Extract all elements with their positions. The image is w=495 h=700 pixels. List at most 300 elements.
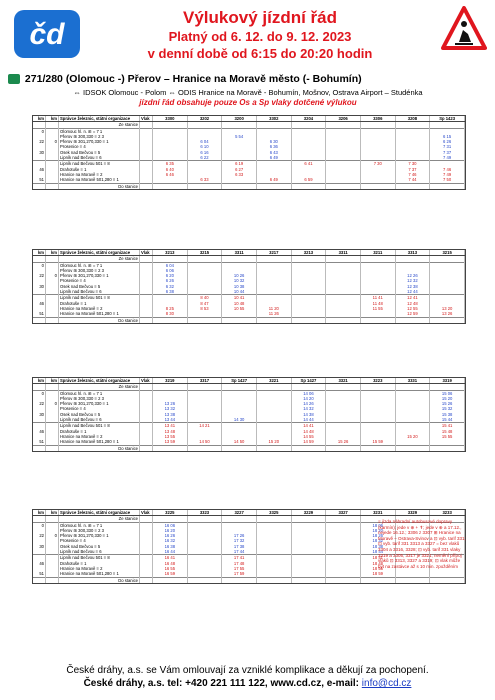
time-cell: 6 36 — [256, 144, 291, 149]
to-label: Do stanice — [59, 577, 140, 583]
time-cell: 15 32 — [430, 406, 465, 411]
time-cell: 6 43 — [256, 150, 291, 155]
station-name: Prosenice ≡ 4 — [59, 406, 140, 411]
time-cell: 10 32 — [222, 278, 257, 283]
train-number: 3217 — [256, 250, 291, 256]
time-cell: 6 06 — [153, 268, 188, 273]
time-cell: 11 26 — [256, 311, 291, 317]
time-cell: 14 44 — [291, 417, 326, 423]
time-cell: 13 59 — [153, 439, 188, 445]
time-cell — [153, 577, 188, 583]
station-name: Lipník nad Bečvou ≡ 6 — [59, 155, 140, 161]
time-cell: 16 59 — [153, 571, 188, 577]
train-number: 3231 — [360, 510, 395, 516]
time-cell: 13 26 — [153, 401, 188, 406]
time-cell: 6 41 — [291, 161, 326, 167]
time-cell: 18 59 — [360, 571, 395, 577]
empty-cell — [140, 183, 153, 189]
train-number: 3321 — [326, 378, 361, 384]
time-cell: 7 44 — [395, 177, 430, 183]
svg-text:čd: čd — [29, 18, 65, 51]
station-name: Lipník nad Bečvou 501 ≡ 8 — [59, 161, 140, 167]
time-cell: 16 26 — [153, 533, 188, 538]
time-cell: 17 44 — [222, 549, 257, 555]
time-cell: 15 55 — [430, 434, 465, 439]
time-cell — [187, 183, 222, 189]
time-cell: 15 41 — [430, 423, 465, 429]
time-cell: 13 20 — [430, 306, 465, 311]
time-cell: 6 27 — [222, 167, 257, 172]
time-cell — [360, 183, 395, 189]
footer-contact — [0, 677, 495, 690]
time-cell: 6 59 — [291, 177, 326, 183]
time-cell: 6 10 — [187, 144, 222, 149]
km-cell — [33, 183, 46, 189]
time-cell: 17 48 — [222, 561, 257, 566]
station-name: Prosenice ≡ 4 — [59, 278, 140, 283]
train-number: 3202 — [187, 116, 222, 122]
time-cell: 6 15 — [430, 134, 465, 139]
time-cell — [360, 577, 395, 583]
time-cell — [222, 577, 257, 583]
to-label: Do stanice — [59, 183, 140, 189]
from-label: Ze stanice — [59, 256, 140, 262]
time-cell: 15 48 — [430, 429, 465, 434]
station-name: Lipník nad Bečvou 501 ≡ 8 — [59, 555, 140, 561]
to-row — [33, 445, 465, 451]
time-cell: 14 50 — [187, 439, 222, 445]
time-cell: 16 44 — [153, 549, 188, 555]
km-cell: 0 — [33, 262, 46, 268]
footer-apology: České dráhy, a.s. se Vám omlouvají za vzniklé komplikace a děkují za pochopení. — [66, 665, 429, 676]
time-cell: 6 22 — [187, 155, 222, 161]
time-cell: 14 50 — [222, 439, 257, 445]
time-cell: 18 41 — [360, 555, 395, 561]
time-cell — [187, 445, 222, 451]
time-cell: 15 38 — [430, 412, 465, 417]
time-cell: 13 26 — [430, 311, 465, 317]
km-cell — [46, 317, 59, 323]
train-number: 3223 — [360, 378, 395, 384]
km-cell: 51 — [33, 439, 46, 445]
station-name: Drahotuše ≡ 1 — [59, 167, 140, 172]
station-name: Lipník nad Bečvou ≡ 6 — [59, 417, 140, 423]
km-cell: 0 — [46, 139, 59, 144]
station-name: Hranice na Moravě ≡ 2 — [59, 434, 140, 439]
time-cell: 6 30 — [256, 139, 291, 144]
time-cell: 7 49 — [430, 172, 465, 177]
train-number: 3225 — [153, 510, 188, 516]
time-cell: 14 26 — [291, 401, 326, 406]
time-cell: 15 20 — [256, 439, 291, 445]
time-cell: 16 20 — [153, 528, 188, 533]
km-cell: 46 — [33, 167, 46, 172]
train-number: 3313 — [395, 250, 430, 256]
train-number: 3208 — [395, 116, 430, 122]
train-icon — [8, 74, 20, 84]
time-cell: 13 55 — [153, 434, 188, 439]
time-cell: 12 26 — [395, 273, 430, 278]
route-heading — [8, 73, 488, 85]
station-name: Přerov ⊞ 300,330 ≡ 2 3 — [59, 268, 140, 273]
footer-contact-text: České dráhy, a.s. tel: +420 221 111 122, www.cd.cz, e-mail: — [83, 678, 362, 689]
to-row — [33, 577, 465, 583]
time-cell: 8 30 — [153, 311, 188, 317]
train-number: 3317 — [187, 378, 222, 384]
from-label: Ze stanice — [59, 122, 140, 128]
train-number: 3213 — [153, 250, 188, 256]
time-cell: 13 41 — [153, 423, 188, 429]
time-cell: 14 30 — [222, 417, 257, 423]
route-note: jízdní řád obsahuje pouze Os a Sp vlaky dotčené výlukou — [139, 98, 357, 107]
train-number: 3215 — [430, 250, 465, 256]
time-cell: 14 20 — [291, 396, 326, 401]
time-cell: 6 35 — [153, 161, 188, 167]
km-cell: 0 — [33, 128, 46, 134]
km-cell — [46, 577, 59, 583]
km-cell: 30 — [33, 544, 46, 549]
time-cell — [291, 183, 326, 189]
km-cell — [46, 183, 59, 189]
km-header: km — [33, 116, 46, 122]
station-header: Správce železnic, státní organizace — [59, 250, 140, 256]
time-cell: 6 40 — [153, 167, 188, 172]
time-cell: 15 06 — [430, 390, 465, 396]
time-cell: 10 55 — [222, 306, 257, 311]
time-cell: 14 21 — [187, 423, 222, 429]
train-number: 3206 — [326, 116, 361, 122]
km-cell: 51 — [33, 177, 46, 183]
time-cell: 17 26 — [222, 533, 257, 538]
time-cell: 18 44 — [360, 549, 395, 555]
time-cell: 7 30 — [360, 161, 395, 167]
train-number: 3311 — [326, 250, 361, 256]
km-header: km — [33, 378, 46, 384]
km-cell: 51 — [33, 571, 46, 577]
km-cell — [33, 317, 46, 323]
km-cell: 22 — [33, 139, 46, 144]
train-number: 3221 — [256, 378, 291, 384]
time-cell — [395, 317, 430, 323]
time-cell — [256, 317, 291, 323]
station-name: Přerov ⊞ 301,270,330 ≡ 1 — [59, 533, 140, 538]
footer — [0, 664, 495, 690]
station-name: Olomouc hl. n. ⊞ = 7 1 — [59, 128, 140, 134]
train-header: Vlak — [140, 510, 153, 516]
train-number: Sp 1427 — [291, 378, 326, 384]
time-cell: 15 26 — [430, 401, 465, 406]
station-name: Olomouc hl. n. ⊞ = 7 1 — [59, 390, 140, 396]
km-cell: 22 — [33, 533, 46, 538]
time-cell — [395, 577, 430, 583]
station-name: Lipník nad Bečvou ≡ 6 — [59, 549, 140, 555]
time-cell: 13 32 — [153, 406, 188, 411]
time-cell: 13 38 — [153, 412, 188, 417]
time-cell: 14 55 — [291, 434, 326, 439]
train-header: Vlak — [140, 116, 153, 122]
train-number: 3200 — [222, 116, 257, 122]
time-cell — [187, 577, 222, 583]
time-cell: 10 41 — [222, 295, 257, 301]
km-cell: 0 — [46, 273, 59, 278]
time-cell: 12 48 — [395, 301, 430, 306]
time-cell — [326, 577, 361, 583]
train-number: 3302 — [256, 116, 291, 122]
station-name: Osek nad Bečvou ≡ 5 — [59, 284, 140, 289]
time-cell: 12 41 — [395, 295, 430, 301]
km-cell — [46, 445, 59, 451]
time-cell: 8 53 — [187, 306, 222, 311]
time-cell: 7 31 — [430, 144, 465, 149]
time-cell — [291, 577, 326, 583]
time-cell: 6 20 — [153, 273, 188, 278]
empty-cell — [140, 445, 153, 451]
page-title: Výlukový jízdní řád — [183, 8, 337, 27]
time-cell: 7 37 — [395, 167, 430, 172]
time-cell — [326, 317, 361, 323]
time-window-text: v denní době od 6:15 do 20:20 hodin — [147, 46, 373, 61]
station-name: Lipník nad Bečvou 501 ≡ 8 — [59, 423, 140, 429]
time-cell: 7 30 — [395, 161, 430, 167]
station-name: Hranice na Moravě ≡ 2 — [59, 172, 140, 177]
time-cell: 14 32 — [291, 406, 326, 411]
km-header: km — [33, 510, 46, 516]
time-cell — [256, 577, 291, 583]
time-cell: 14 06 — [291, 390, 326, 396]
train-number: Sp 1427 — [222, 378, 257, 384]
station-name: Hranice na Moravě 501,280 ≡ 1 — [59, 571, 140, 577]
route-connections: ⇔ IDSOK Olomouc - Polom ⇔ ODIS Hranice na Moravě - Bohumín, Mošnov, Ostrava Airport – Studénka — [73, 88, 423, 97]
km-cell: 46 — [33, 561, 46, 566]
station-name: Přerov ⊞ 300,330 ≡ 2 3 — [59, 134, 140, 139]
station-name: Přerov ⊞ 300,330 ≡ 2 3 — [59, 528, 140, 533]
station-name: Drahotuše ≡ 1 — [59, 561, 140, 566]
time-cell: 15 59 — [360, 439, 395, 445]
station-name: Prosenice ≡ 4 — [59, 144, 140, 149]
train-number: 3306 — [360, 116, 395, 122]
station-name: Hranice na Moravě 501,280 ≡ 1 — [59, 439, 140, 445]
time-cell: 8 40 — [187, 295, 222, 301]
station-name: Olomouc hl. n. ⊞ = 7 1 — [59, 522, 140, 528]
train-number: 3331 — [395, 378, 430, 384]
train-number: 3319 — [430, 378, 465, 384]
time-cell: 10 26 — [222, 273, 257, 278]
station-name: Lipník nad Bečvou 501 ≡ 8 — [59, 295, 140, 301]
time-cell: 16 38 — [153, 544, 188, 549]
time-cell: 17 38 — [222, 544, 257, 549]
station-name: Drahotuše ≡ 1 — [59, 429, 140, 434]
route-number: 271/280 — [24, 73, 63, 85]
side-note: ≡ jízda náhradní autobusové dopravy (karmín); jede v ⊕ + ✝; jede v ⊕ a 17.12., nejede 16.12.; 3306 z 3307 ⊞ Hranice na Moravě – Ostrava-Svinov a ⊡ vyb. tarif 331; ⊡ vyb. tarif 331 3313 a 3327 = bez vlaků 3304 a 3316, 3328; ⊡ vyb. tarif 331 vlaky 3319 a 3305, 3317 je 3321; nemění přípoj vlaků ⊡ 3313, 3327 a 3319; ⊡ vlak může být na zastávce až s 10 min. zpožděním — [378, 519, 466, 569]
time-cell — [326, 183, 361, 189]
time-cell — [222, 317, 257, 323]
time-cell — [395, 183, 430, 189]
km-header: km — [46, 250, 59, 256]
timetable-table — [33, 378, 465, 451]
km-header: km — [46, 116, 59, 122]
time-cell: 13 48 — [153, 429, 188, 434]
time-cell: 7 50 — [430, 177, 465, 183]
station-name: Drahotuše ≡ 1 — [59, 301, 140, 306]
station-name: Přerov ⊞ 301,270,330 ≡ 1 — [59, 139, 140, 144]
validity-text: Platný od 6. 12. do 9. 12. 2023 — [168, 29, 352, 44]
time-cell — [291, 317, 326, 323]
time-cell: 16 55 — [153, 566, 188, 571]
time-cell: 12 55 — [395, 306, 430, 311]
to-row — [33, 183, 465, 189]
time-cell: 10 48 — [222, 301, 257, 306]
timetable-block — [32, 377, 466, 452]
timetable-table — [33, 116, 465, 189]
time-cell: 5 54 — [222, 134, 257, 139]
km-cell: 30 — [33, 150, 46, 155]
from-label: Ze stanice — [59, 384, 140, 390]
km-cell: 0 — [46, 533, 59, 538]
time-cell: 15 20 — [430, 396, 465, 401]
km-header: km — [46, 378, 59, 384]
time-cell: 10 38 — [222, 284, 257, 289]
time-cell: 15 26 — [326, 439, 361, 445]
train-number: 3219 — [153, 378, 188, 384]
time-cell: 16 48 — [153, 561, 188, 566]
time-cell: 17 59 — [222, 571, 257, 577]
train-number: 3227 — [222, 510, 257, 516]
time-cell — [256, 445, 291, 451]
km-cell: 46 — [33, 429, 46, 434]
station-name: Prosenice ≡ 4 — [59, 538, 140, 543]
time-cell: 11 55 — [360, 306, 395, 311]
empty-cell — [140, 317, 153, 323]
time-cell: 15 20 — [395, 434, 430, 439]
time-cell: 11 20 — [256, 306, 291, 311]
train-number: 3327 — [326, 510, 361, 516]
time-cell: 6 49 — [256, 177, 291, 183]
route-name: (Olomouc -) Přerov – Hranice na Moravě město (- Bohumín) — [65, 73, 362, 85]
empty-cell — [140, 577, 153, 583]
cd-logo — [12, 8, 82, 60]
time-cell: 18 06 — [360, 522, 395, 528]
train-number: 3323 — [187, 510, 222, 516]
station-header: Správce železnic, státní organizace — [59, 378, 140, 384]
train-number: 3211 — [360, 250, 395, 256]
train-number: 3229 — [291, 510, 326, 516]
time-cell — [326, 445, 361, 451]
roadwork-warning-icon — [441, 6, 487, 52]
time-cell: 17 55 — [222, 566, 257, 571]
time-cell: 6 49 — [256, 155, 291, 161]
time-cell: 8 47 — [187, 301, 222, 306]
time-cell: 18 32 — [360, 538, 395, 543]
time-cell — [222, 445, 257, 451]
station-name: Osek nad Bečvou ≡ 5 — [59, 412, 140, 417]
km-cell: 22 — [33, 401, 46, 406]
km-cell — [33, 577, 46, 583]
to-row — [33, 317, 465, 323]
train-number: 3300 — [153, 116, 188, 122]
time-cell: 16 32 — [153, 538, 188, 543]
station-name: Hranice na Moravě 501,280 ≡ 1 — [59, 177, 140, 183]
time-cell: 14 59 — [291, 439, 326, 445]
station-name: Hranice na Moravě 501,280 ≡ 1 — [59, 311, 140, 317]
time-cell: 8 25 — [153, 306, 188, 311]
time-cell — [395, 445, 430, 451]
time-cell: 12 32 — [395, 278, 430, 283]
time-cell — [153, 445, 188, 451]
to-label: Do stanice — [59, 445, 140, 451]
station-header: Správce železnic, státní organizace — [59, 510, 140, 516]
station-name: Olomouc hl. n. ⊞ = 7 1 — [59, 262, 140, 268]
train-header: Vlak — [140, 378, 153, 384]
time-cell: 11 48 — [360, 301, 395, 306]
time-cell: 18 48 — [360, 561, 395, 566]
train-number: Sp 1423 — [430, 116, 465, 122]
time-cell: 18 38 — [360, 544, 395, 549]
km-cell: 0 — [46, 401, 59, 406]
station-name: Přerov ⊞ 300,330 ≡ 2 3 — [59, 396, 140, 401]
time-cell — [187, 317, 222, 323]
station-name: Osek nad Bečvou ≡ 5 — [59, 544, 140, 549]
timetable-block — [32, 249, 466, 324]
train-number: 3311 — [222, 250, 257, 256]
time-cell: 6 26 — [153, 278, 188, 283]
time-cell: 7 46 — [430, 167, 465, 172]
time-cell — [430, 577, 465, 583]
train-header: Vlak — [140, 250, 153, 256]
km-cell — [33, 445, 46, 451]
time-cell: 6 32 — [153, 284, 188, 289]
time-cell: 6 04 — [153, 262, 188, 268]
to-label: Do stanice — [59, 317, 140, 323]
time-cell: 14 48 — [291, 429, 326, 434]
timetable-block — [32, 115, 466, 190]
station-name: Hranice na Moravě ≡ 2 — [59, 566, 140, 571]
km-cell: 30 — [33, 284, 46, 289]
km-header: km — [33, 250, 46, 256]
title-block — [90, 7, 430, 62]
time-cell — [430, 445, 465, 451]
time-cell: 18 26 — [360, 533, 395, 538]
time-cell: 17 41 — [222, 555, 257, 561]
time-cell: 7 46 — [395, 172, 430, 177]
time-cell: 14 41 — [291, 423, 326, 429]
station-name: Přerov ⊞ 301,270,330 ≡ 1 — [59, 401, 140, 406]
station-header: Správce železnic, státní organizace — [59, 116, 140, 122]
time-cell: 7 49 — [430, 155, 465, 161]
time-cell: 6 46 — [153, 172, 188, 177]
timetable-table — [33, 250, 465, 323]
train-number: 3213 — [291, 250, 326, 256]
train-number: 3233 — [430, 510, 465, 516]
time-cell: 16 06 — [153, 522, 188, 528]
train-number: 3325 — [256, 510, 291, 516]
train-number: 3215 — [187, 250, 222, 256]
time-cell: 12 38 — [395, 284, 430, 289]
time-cell: 10 44 — [222, 289, 257, 295]
footer-email-link[interactable]: info@cd.cz — [361, 678, 412, 689]
km-cell: 30 — [33, 412, 46, 417]
time-cell — [430, 183, 465, 189]
km-cell: 46 — [33, 301, 46, 306]
station-name: Lipník nad Bečvou ≡ 6 — [59, 289, 140, 295]
time-cell: 12 59 — [395, 311, 430, 317]
time-cell: 6 19 — [222, 161, 257, 167]
time-cell: 11 41 — [360, 295, 395, 301]
time-cell — [430, 317, 465, 323]
train-number: 3204 — [291, 116, 326, 122]
km-header: km — [46, 510, 59, 516]
time-cell: 6 33 — [187, 177, 222, 183]
train-number: 3329 — [395, 510, 430, 516]
